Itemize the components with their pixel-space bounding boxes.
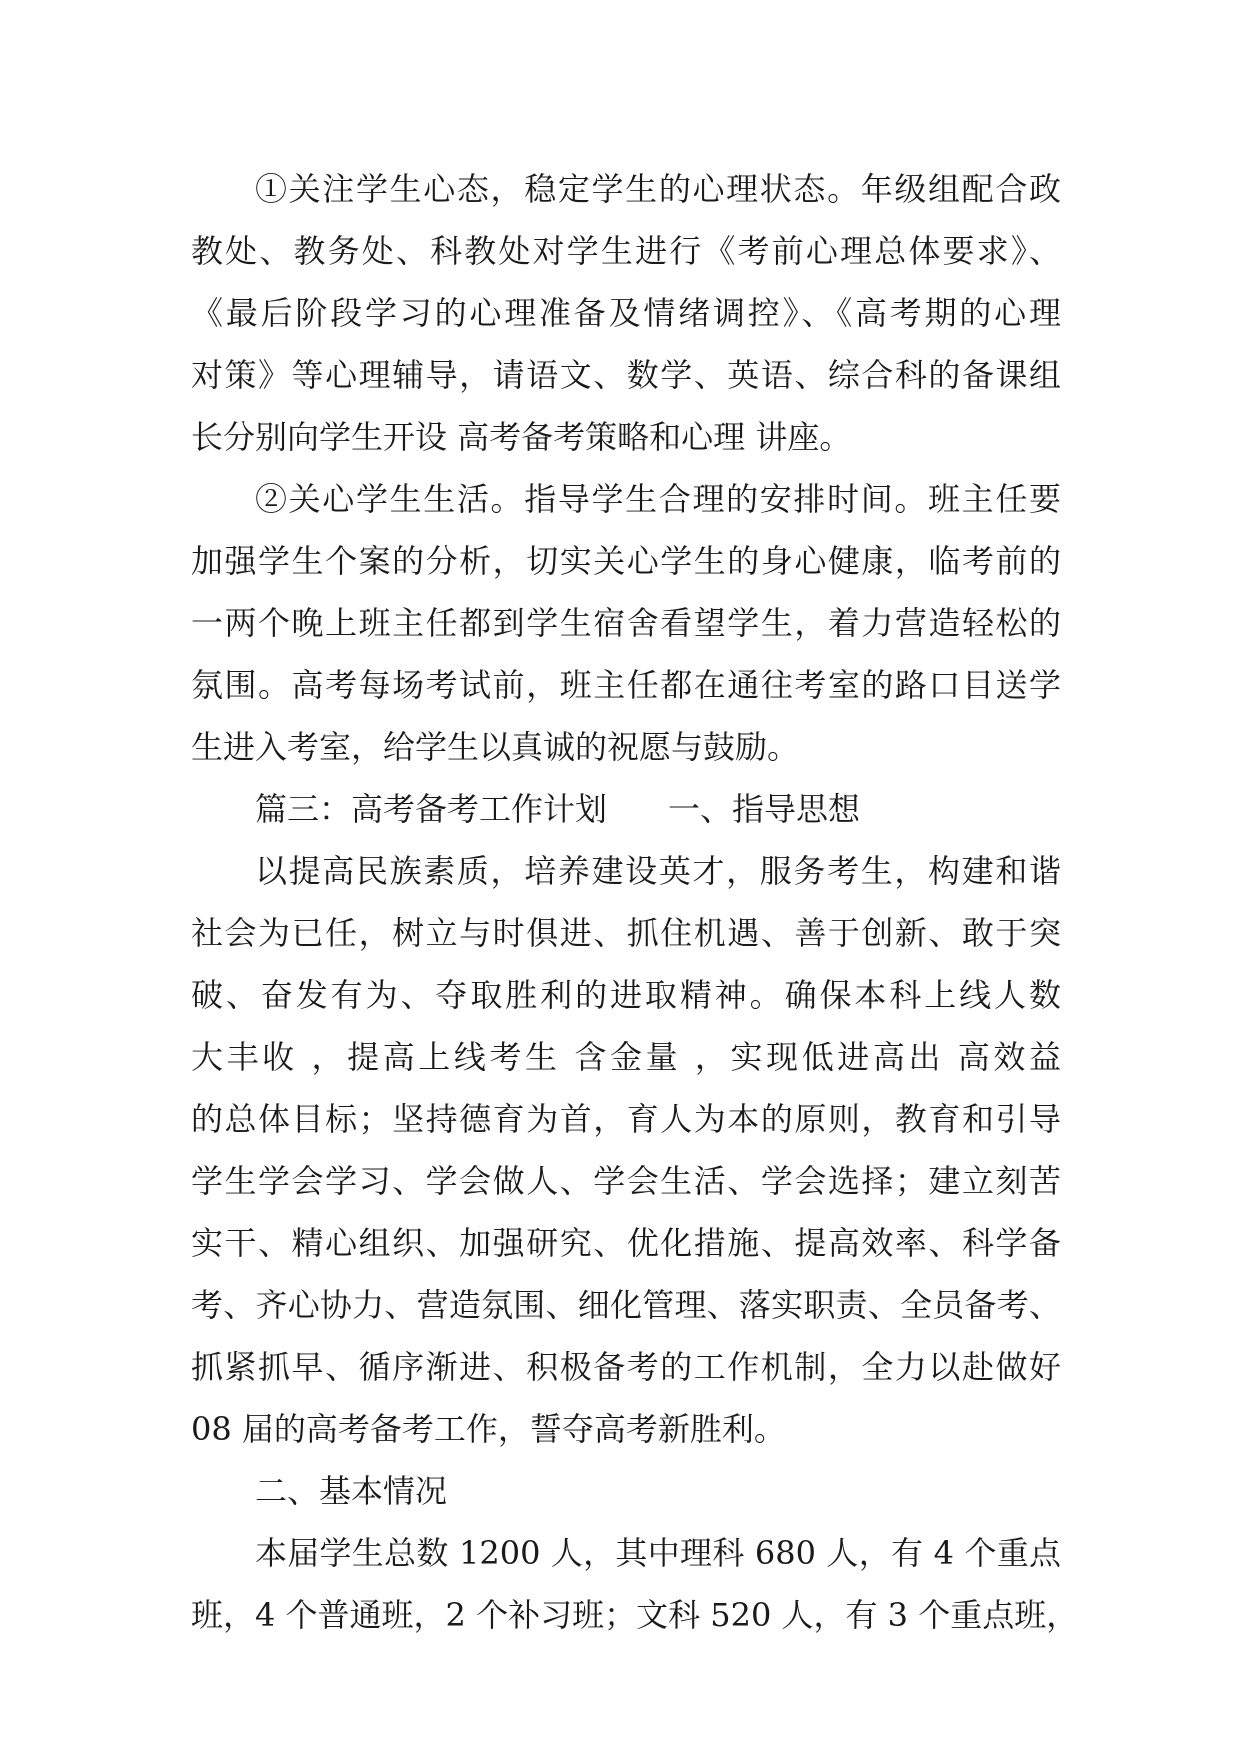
paragraph-line: 班，4 个普通班，2 个补习班；文科 520 人，有 3 个重点班，	[191, 1596, 1079, 1634]
paragraph-line: 《最后阶段学习的心理准备及情绪调控》、《高考期的心理	[191, 294, 1061, 332]
paragraph-line: 破、奋发有为、夺取胜利的进取精神。确保本科上线人数	[191, 976, 1061, 1014]
section-heading: 篇三：高考备考工作计划 一、指导思想	[255, 790, 861, 828]
paragraph-line: 08 届的高考备考工作，誓夺高考新胜利。	[191, 1410, 786, 1448]
paragraph-line: 的总体目标；坚持德育为首，育人为本的原则，教育和引导	[191, 1100, 1061, 1138]
paragraph-line: 加强学生个案的分析，切实关心学生的身心健康，临考前的	[191, 542, 1061, 580]
paragraph-line: 一两个晚上班主任都到学生宿舍看望学生，着力营造轻松的	[191, 604, 1061, 642]
paragraph-line: 氛围。高考每场考试前，班主任都在通往考室的路口目送学	[191, 666, 1061, 704]
paragraph-line: 考、齐心协力、营造氛围、细化管理、落实职责、全员备考、	[191, 1286, 1061, 1324]
paragraph-line: 对策》等心理辅导，请语文、数学、英语、综合科的备课组	[191, 356, 1061, 394]
paragraph-line: ②关心学生生活。指导学生合理的安排时间。班主任要	[255, 480, 1061, 518]
paragraph-line: 社会为已任，树立与时俱进、抓住机遇、善于创新、敢于突	[191, 914, 1061, 952]
document-body	[191, 158, 1079, 1646]
paragraph-line: ①关注学生心态，稳定学生的心理状态。年级组配合政	[255, 170, 1061, 208]
paragraph-line: 学生学会学习、学会做人、学会生活、学会选择；建立刻苦	[191, 1162, 1061, 1200]
paragraph-line: 长分别向学生开设 高考备考策略和心理 讲座。	[191, 418, 852, 456]
paragraph-line: 抓紧抓早、循序渐进、积极备考的工作机制，全力以赴做好	[191, 1348, 1061, 1386]
section-heading: 二、基本情况	[255, 1472, 448, 1510]
paragraph-line: 以提高民族素质，培养建设英才，服务考生，构建和谐	[255, 852, 1061, 890]
paragraph-line: 大丰收 ，提高上线考生 含金量 ，实现低进高出 高效益	[191, 1038, 1061, 1076]
paragraph-line: 生进入考室，给学生以真诚的祝愿与鼓励。	[191, 728, 800, 766]
paragraph-line: 实干、精心组织、加强研究、优化措施、提高效率、科学备	[191, 1224, 1061, 1262]
paragraph-line: 教处、教务处、科教处对学生进行《考前心理总体要求》、	[191, 232, 1061, 270]
paragraph-line: 本届学生总数 1200 人，其中理科 680 人，有 4 个重点	[255, 1534, 1061, 1572]
